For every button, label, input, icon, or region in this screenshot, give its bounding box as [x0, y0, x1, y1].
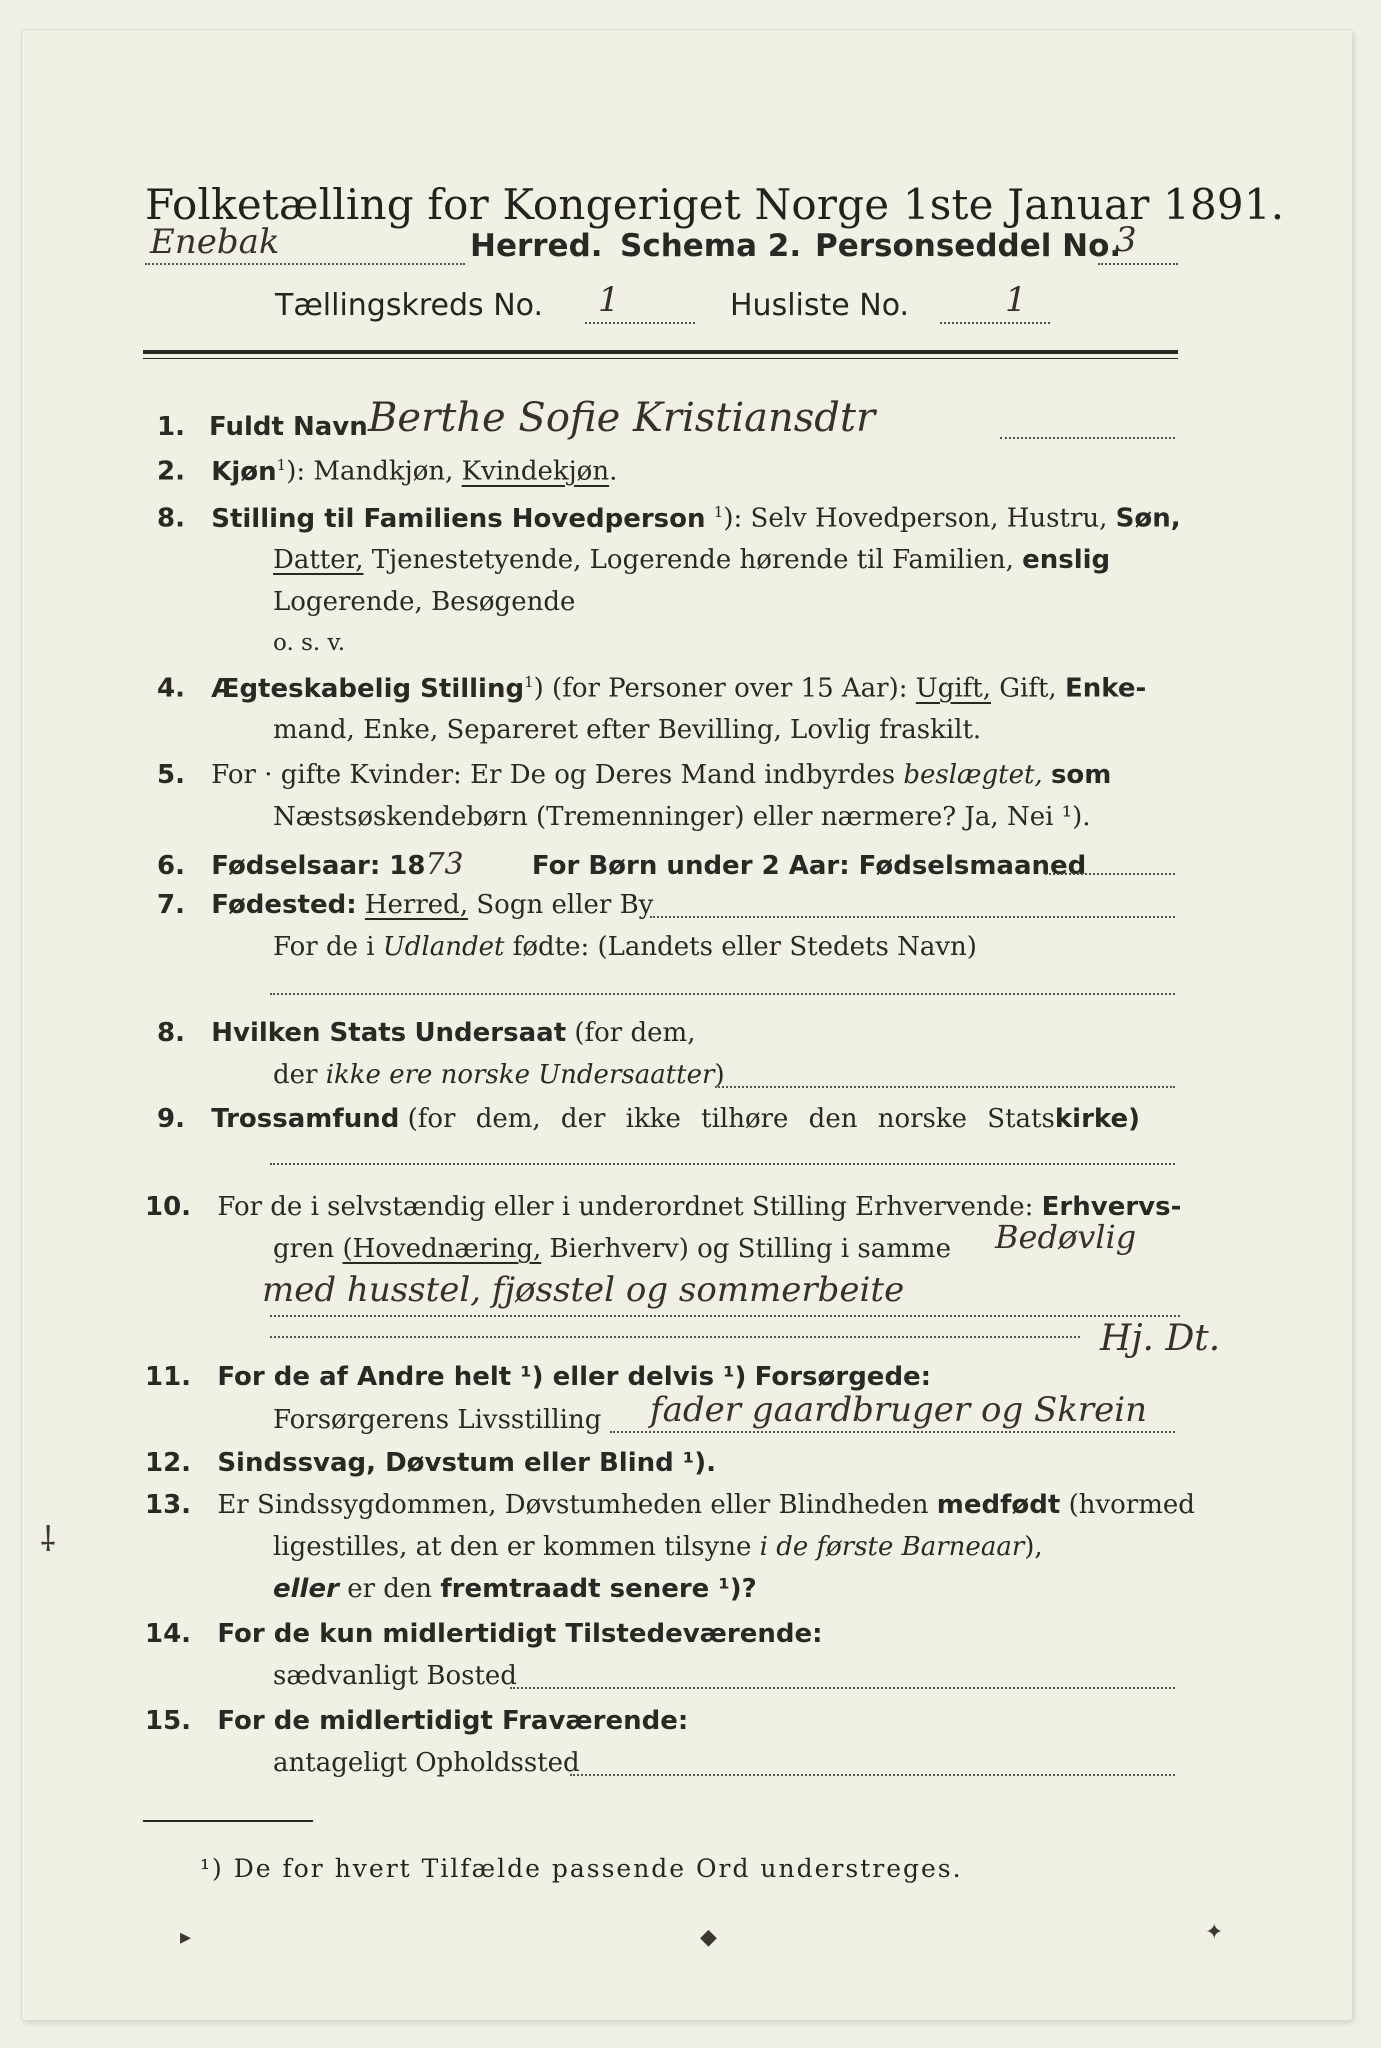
- q3-line2-rest: Tjenestetyende, Logerende hørende til Familien,: [371, 545, 1014, 575]
- personseddel-value: 3: [1115, 220, 1137, 260]
- q13-line1-post: (hvormed: [1068, 1490, 1195, 1520]
- q9-blank-line: [270, 1163, 1175, 1165]
- ink-speck-icon: ⸸: [40, 1520, 56, 1560]
- q1-answer: Berthe Sofie Kristiansdtr: [368, 395, 876, 441]
- q4-line2: mand, Enke, Separeret efter Bevilling, Lovlig fraskilt.: [273, 715, 982, 745]
- q13-line1: [145, 1490, 1195, 1520]
- q3-line1: 8. Stilling til Familiens Hovedperson $^1$): Selv Hovedperson, Hustru, Søn,: [157, 503, 1181, 534]
- q12-label: Sindssvag, Døvstum eller Blind ¹).: [217, 1448, 716, 1478]
- q8-line2-pre: der: [273, 1060, 318, 1090]
- ink-speck-icon: ✦: [1205, 1920, 1224, 1945]
- q10-line1-bold: Erhvervs-: [1041, 1192, 1182, 1222]
- q15-label: For de midlertidigt Fraværende:: [217, 1706, 689, 1736]
- q9-label: Trossamfund: [211, 1104, 400, 1134]
- q6-label: Fødselsaar: 18: [211, 851, 426, 881]
- q15-line2: antageligt Opholdssted: [273, 1748, 580, 1778]
- q7-rest: Sogn eller By: [476, 890, 654, 920]
- q3-line3: Logerende, Besøgende: [273, 587, 576, 617]
- q8-line2: [273, 1060, 725, 1090]
- ink-speck-icon: ▸: [180, 1925, 192, 1950]
- q10-answer-dotted-line: [270, 1315, 1180, 1317]
- footnote: ¹) De for hvert Tilfælde passende Ord understreges.: [200, 1854, 963, 1883]
- q11-answer: fader gaardbruger og Skrein: [650, 1390, 1148, 1430]
- q5-line1-pre: For · gifte Kvinder: Er De og Deres Mand indbyrdes: [211, 760, 896, 790]
- q2-underlined: Kvindekjøn: [461, 456, 610, 487]
- q7-number: 7.: [157, 890, 185, 920]
- q13-line2: [273, 1532, 1043, 1562]
- q11-line2: Forsørgerens Livsstilling: [273, 1405, 602, 1435]
- q7-line2-post: fødte: (Landets eller Stedets Navn): [512, 932, 977, 962]
- q6-number: 6.: [157, 851, 185, 881]
- q6-dotted-line: [1045, 873, 1175, 875]
- q4-line1-rest: ) (for Personer over 15 Aar):: [533, 673, 908, 704]
- q4-label: Ægteskabelig Stilling: [211, 673, 525, 704]
- herred-label: Herred.: [470, 228, 603, 264]
- q3-line2: [273, 545, 1110, 575]
- q13-line1-bold: medfødt: [936, 1490, 1061, 1520]
- q10-line2-pre: gren: [273, 1234, 335, 1264]
- q5-number: 5.: [157, 760, 185, 790]
- q8-dotted-line: [715, 1086, 1175, 1088]
- q11-line1-bold: Forsørgede:: [754, 1362, 932, 1392]
- q2-rest: ): Mandkjøn,: [286, 456, 454, 487]
- footnote-rule: [143, 1820, 313, 1822]
- q5-line2: Næstsøskendebørn (Tremenninger) eller nærmere? Ja, Nei ¹).: [273, 802, 1091, 832]
- q4-number: 4.: [157, 673, 185, 704]
- schema-label: Schema 2.: [620, 228, 802, 264]
- q10-line2-post: Bierhverv) og Stilling i samme: [549, 1234, 951, 1264]
- q7-label: Fødested:: [211, 890, 357, 920]
- q6-row: [157, 847, 1086, 882]
- q14-number: 14.: [145, 1619, 192, 1649]
- q4-line1-underlined: Ugift,: [915, 673, 991, 704]
- q11-line1-pre: For de af Andre helt ¹) eller delvis ¹): [217, 1362, 747, 1392]
- q13-line3: [273, 1574, 757, 1604]
- q10-line2-underlined: (Hovednæring,: [342, 1234, 542, 1264]
- q9-bold-end: kirke): [1054, 1104, 1140, 1134]
- q11-dotted-line: [610, 1431, 1175, 1433]
- q14-dotted-line: [510, 1687, 1175, 1689]
- q3-line1-rest: ): Selv Hovedperson, Hustru,: [723, 503, 1108, 534]
- taellingskreds-value: 1: [598, 280, 620, 320]
- q4-line1: 4. Ægteskabelig Stilling$^1$) (for Personer over 15 Aar): Ugift, Gift, Enke-: [157, 673, 1147, 704]
- q8-line1-post: (for dem,: [574, 1018, 696, 1048]
- q14-line1: [145, 1619, 823, 1649]
- q14-line2: sædvanligt Bosted: [273, 1661, 517, 1691]
- q2-number: 2.: [157, 456, 185, 487]
- q9-number: 9.: [157, 1104, 185, 1134]
- q10-line1-text: For de i selvstændig eller i underordnet Stilling Erhvervende:: [217, 1192, 1034, 1222]
- q7-line2: [273, 932, 977, 962]
- q6-rest: For Børn under 2 Aar: Fødselsmaaned: [531, 851, 1087, 881]
- q8-line2-italic: ikke ere norske Undersaatter: [325, 1060, 715, 1090]
- q10-answer-line2: med husstel, fjøsstel og sommerbeite: [262, 1270, 905, 1310]
- header-rule-thin: [143, 358, 1178, 359]
- q8-line1-pre: Hvilken Stats: [211, 1018, 407, 1048]
- q3-label: Stilling til Familiens Hovedperson: [211, 503, 706, 534]
- q7-blank-line: [270, 993, 1175, 995]
- q2-row: [157, 456, 617, 487]
- q13-line3-bold: fremtraadt senere ¹)?: [440, 1574, 757, 1604]
- q13-line1-pre: Er Sindssygdommen, Døvstumheden eller Blindheden: [217, 1490, 929, 1520]
- q1-dotted-line: [1000, 437, 1175, 439]
- q9-rest: (for dem, der ikke tilhøre den norske Stats: [407, 1104, 1055, 1134]
- taellingskreds-label: Tællingskreds No.: [275, 288, 543, 323]
- husliste-value: 1: [1005, 280, 1027, 320]
- q5-line1-italic: beslægtet,: [903, 760, 1043, 790]
- q6-answer: 73: [425, 847, 464, 882]
- q3-number: 8.: [157, 503, 185, 534]
- q8-number: 8.: [157, 1018, 185, 1048]
- ink-speck-icon: ◆: [700, 1925, 717, 1950]
- q8-line1-bold: Undersaat: [414, 1018, 567, 1048]
- q15-dotted-line: [570, 1774, 1175, 1776]
- form-title: Folketælling for Kongeriget Norge 1ste Januar 1891.: [145, 180, 1285, 229]
- q3-line1-bold: Søn,: [1115, 503, 1181, 534]
- q3-line2-underlined: Datter,: [273, 545, 364, 575]
- q1-number: 1.: [157, 412, 185, 442]
- q7-dotted-line: [650, 916, 1175, 918]
- q13-line2-pre: ligestilles, at den er kommen tilsyne: [273, 1532, 752, 1562]
- herred-dotted-line: [145, 263, 465, 265]
- taellingskreds-dotted-line: [585, 322, 695, 324]
- q15-line1: [145, 1706, 688, 1736]
- husliste-dotted-line: [940, 322, 1050, 324]
- q1-label: Fuldt Navn: [209, 412, 368, 442]
- q3-line2-bold: enslig: [1022, 545, 1111, 575]
- q11-line1: [145, 1362, 931, 1392]
- q10-number: 10.: [145, 1192, 192, 1222]
- q3-line4: o. s. v.: [273, 630, 346, 656]
- q13-line3-italic: eller: [273, 1574, 339, 1604]
- q13-line2-italic: i de første Barneaar: [759, 1532, 1025, 1562]
- q12-number: 12.: [145, 1448, 192, 1478]
- q15-number: 15.: [145, 1706, 192, 1736]
- q10-answer-line3: Hj. Dt.: [1100, 1318, 1221, 1359]
- q2-label: Kjøn: [211, 456, 277, 487]
- q7-underlined: Herred,: [364, 890, 469, 920]
- q4-line1-tail: Gift,: [999, 673, 1057, 704]
- q8-line2-post: ): [714, 1060, 725, 1090]
- header-rule-thick: [143, 350, 1178, 354]
- q2-sup: 1: [276, 456, 287, 474]
- q11-number: 11.: [145, 1362, 192, 1392]
- q14-label: For de kun midlertidigt Tilstedeværende:: [217, 1619, 823, 1649]
- personseddel-label: Personseddel No.: [815, 228, 1122, 264]
- q13-line2-post: ),: [1024, 1532, 1043, 1562]
- q5-line1-bold: som: [1050, 760, 1112, 790]
- q12-row: [145, 1448, 716, 1478]
- herred-value: Enebak: [150, 222, 280, 262]
- q13-line3-post: er den: [347, 1574, 433, 1604]
- q7-line2-italic: Udlandet: [382, 932, 505, 962]
- personseddel-dotted-line: [1098, 263, 1178, 265]
- q7-line1: [157, 890, 653, 920]
- q4-line1-bold: Enke-: [1064, 673, 1147, 704]
- q10-answer-line1: Bedøvlig: [995, 1218, 1137, 1256]
- q10-line2: [273, 1234, 951, 1264]
- husliste-label: Husliste No.: [730, 288, 910, 323]
- q5-line1: [157, 760, 1111, 790]
- q9-row: [157, 1104, 1140, 1134]
- q7-line2-pre: For de i: [273, 932, 375, 962]
- q13-number: 13.: [145, 1490, 192, 1520]
- q2-end: .: [609, 456, 618, 487]
- q8-line1: [157, 1018, 695, 1048]
- q10-blank-line: [270, 1336, 1080, 1338]
